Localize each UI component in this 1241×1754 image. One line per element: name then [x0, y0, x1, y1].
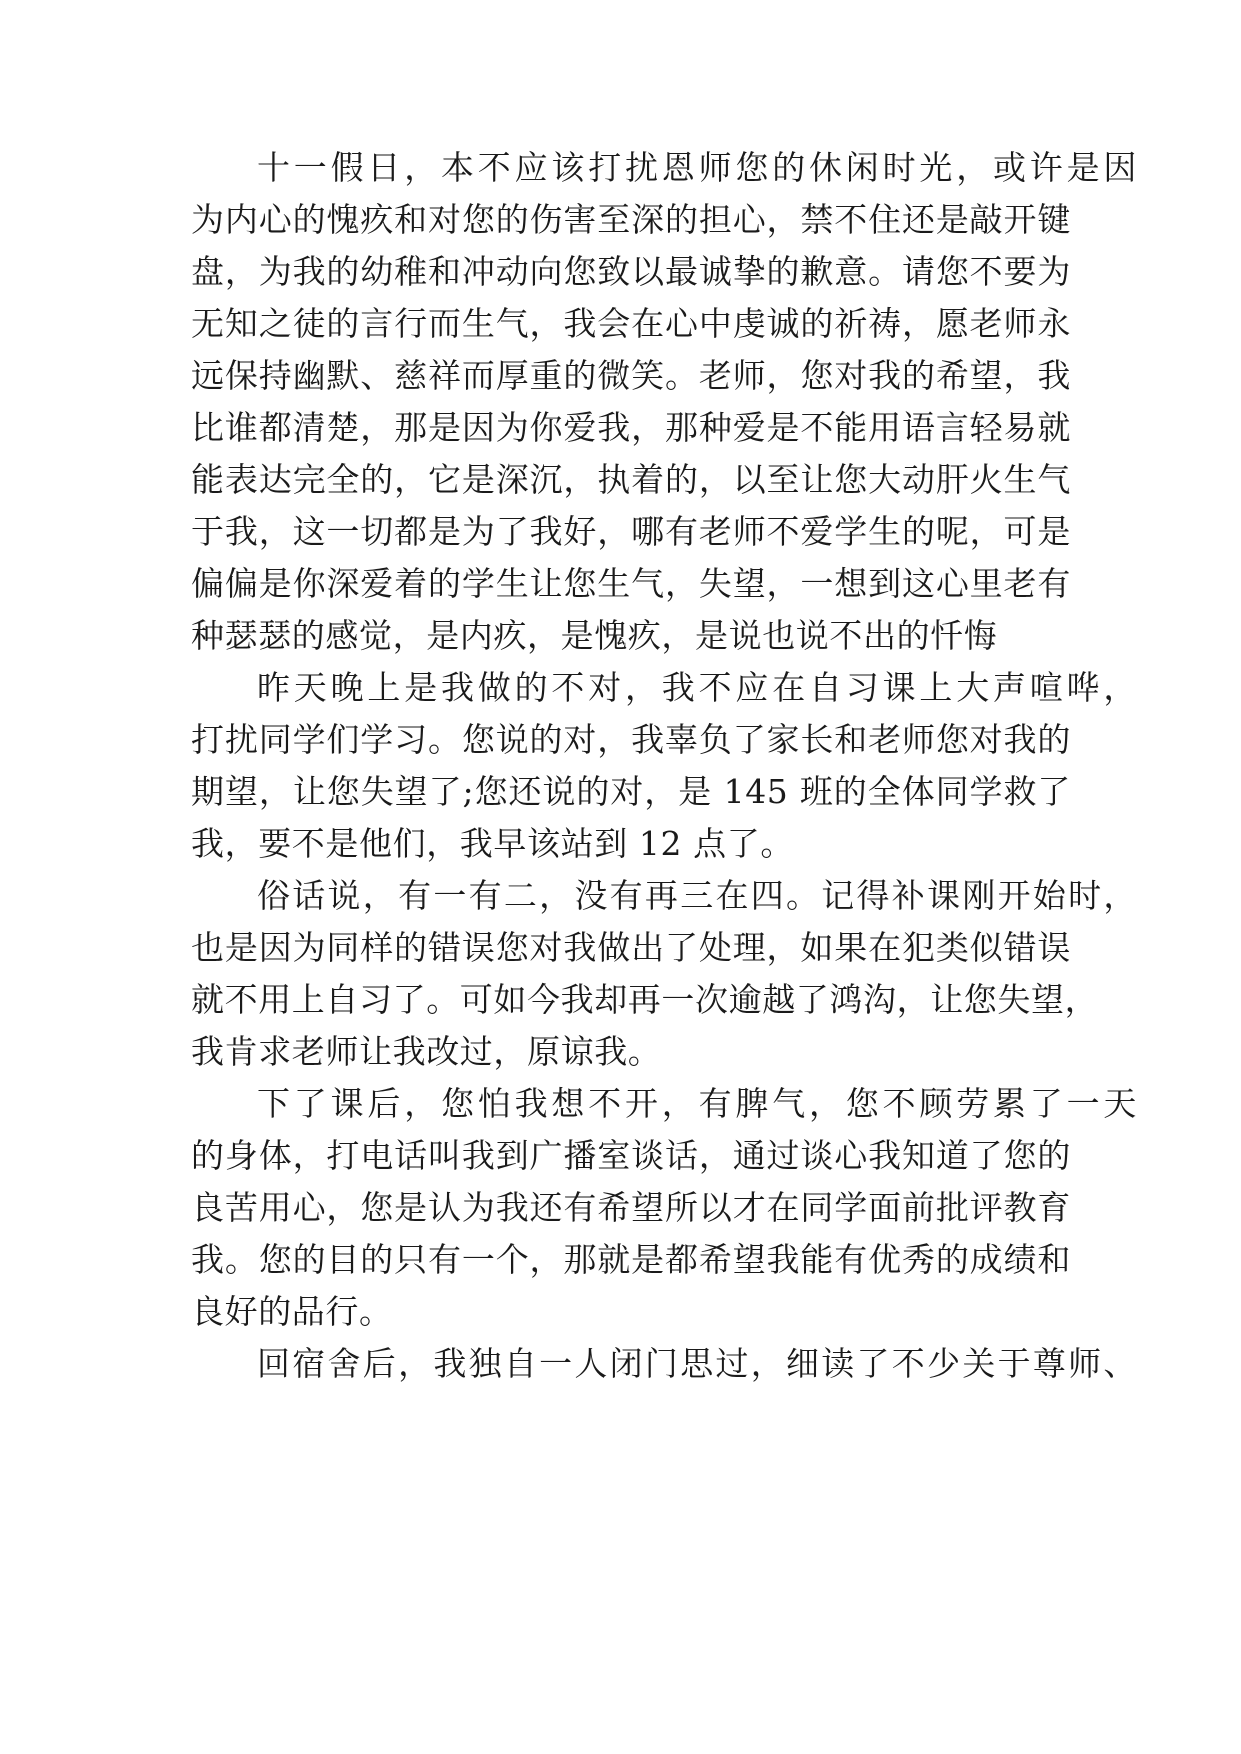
text-line: 俗话说，有一有二，没有再三在四。记得补课刚开始时，: [257, 876, 1137, 915]
text-line: 十一假日，本不应该打扰恩师您的休闲时光，或许是因: [257, 148, 1137, 187]
text-line: 也是因为同样的错误您对我做出了处理，如果在犯类似错误: [191, 928, 1071, 967]
text-line: 盘，为我的幼稚和冲动向您致以最诚挚的歉意。请您不要为: [191, 252, 1071, 291]
text-line: 良好的品行。: [191, 1292, 393, 1331]
text-line: 良苦用心，您是认为我还有希望所以才在同学面前批评教育: [191, 1188, 1071, 1227]
text-line: 就不用上自习了。可如今我却再一次逾越了鸿沟，让您失望，: [191, 980, 1099, 1019]
text-line: 回宿舍后，我独自一人闭门思过，细读了不少关于尊师、: [257, 1344, 1137, 1383]
text-line: 打扰同学们学习。您说的对，我辜负了家长和老师您对我的: [191, 720, 1071, 759]
text-line: 远保持幽默、慈祥而厚重的微笑。老师，您对我的希望，我: [191, 356, 1071, 395]
text-line: 偏偏是你深爱着的学生让您生气，失望，一想到这心里老有: [191, 564, 1071, 603]
text-line: 我，要不是他们，我早该站到 12 点了。: [191, 824, 794, 863]
text-line: 种瑟瑟的感觉，是内疚，是愧疚，是说也说不出的忏悔: [191, 616, 998, 655]
text-line: 的身体，打电话叫我到广播室谈话，通过谈心我知道了您的: [191, 1136, 1071, 1175]
text-line: 无知之徒的言行而生气，我会在心中虔诚的祈祷，愿老师永: [191, 304, 1071, 343]
text-line: 下了课后，您怕我想不开，有脾气，您不顾劳累了一天: [257, 1084, 1137, 1123]
text-line: 比谁都清楚，那是因为你爱我，那种爱是不能用语言轻易就: [191, 408, 1071, 447]
text-line: 我肯求老师让我改过，原谅我。: [191, 1032, 662, 1071]
text-line: 于我，这一切都是为了我好，哪有老师不爱学生的呢，可是: [191, 512, 1071, 551]
text-line: 为内心的愧疚和对您的伤害至深的担心，禁不住还是敲开键: [191, 200, 1071, 239]
text-line: 能表达完全的，它是深沉，执着的，以至让您大动肝火生气: [191, 460, 1071, 499]
text-line: 昨天晚上是我做的不对，我不应在自习课上大声喧哗，: [257, 668, 1137, 707]
text-line: 我。您的目的只有一个，那就是都希望我能有优秀的成绩和: [191, 1240, 1071, 1279]
text-line: 期望，让您失望了;您还说的对，是 145 班的全体同学救了: [191, 772, 1071, 811]
